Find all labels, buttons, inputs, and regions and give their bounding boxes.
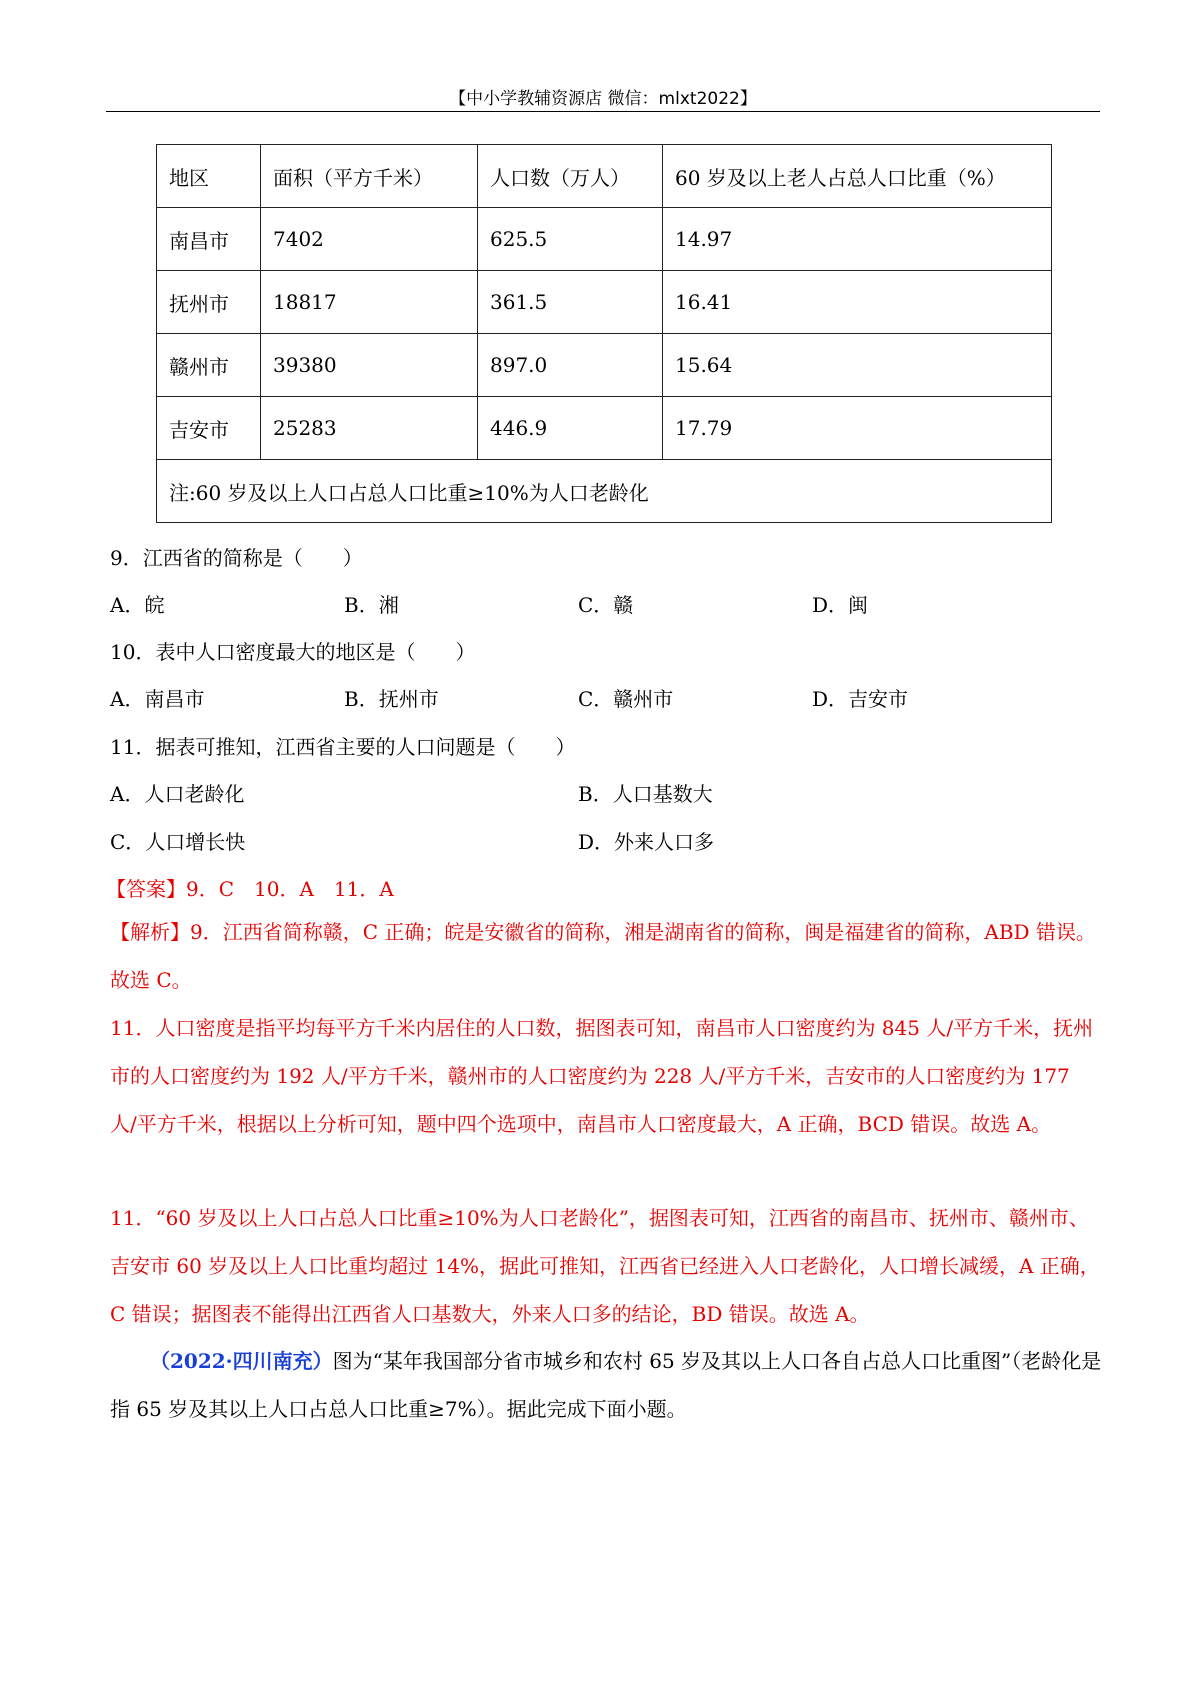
table-cell: 18817 bbox=[261, 271, 478, 334]
table-cell: 25283 bbox=[261, 397, 478, 460]
table-cell: 南昌市 bbox=[157, 208, 261, 271]
q10-option-c: C．赣州市 bbox=[578, 687, 674, 711]
table-cell: 625.5 bbox=[478, 208, 663, 271]
q9-option-a: A．皖 bbox=[110, 593, 165, 617]
table-note-row bbox=[157, 460, 1052, 523]
table-cell: 7402 bbox=[261, 208, 478, 271]
intro-text: 图为“某年我国部分省市城乡和农村 65 岁及其以上人口各自占总人口比重图”（老龄化是指 65 岁及其以上人口占总人口比重≥7%）。据此完成下面小题。 bbox=[110, 1349, 1102, 1421]
table-cell: 15.64 bbox=[663, 334, 1052, 397]
q9-option-b: B．湘 bbox=[344, 593, 399, 617]
analysis-paragraph-10: 11．人口密度是指平均每平方千米内居住的人口数，据图表可知，南昌市人口密度约为 845 人/平方千米，抚州市的人口密度约为 192 人/平方千米，赣州市的人口密度约为 228 人/平方千米，吉安市的人口密度约为 177 人/平方千米，根据以上分析可知，题中四个选项中，南昌市人口密度最大，A 正确，BCD 错误。故选 A。 bbox=[110, 1016, 1094, 1136]
q11-option-c: C．人口增长快 bbox=[110, 830, 246, 854]
table-cell: 赣州市 bbox=[157, 334, 261, 397]
table-cell: 39380 bbox=[261, 334, 478, 397]
table-header-row bbox=[157, 145, 1052, 208]
table-row bbox=[157, 271, 1052, 334]
question-10-stem: 10．表中人口密度最大的地区是（ ） bbox=[110, 640, 476, 664]
next-section-intro bbox=[110, 1337, 1102, 1433]
population-table bbox=[156, 144, 1052, 523]
question-11-stem: 11．据表可推知，江西省主要的人口问题是（ ） bbox=[110, 735, 576, 759]
page-header: 【中小学教辅资源店 微信：mlxt2022】 bbox=[449, 89, 757, 109]
q9-option-d: D．闽 bbox=[812, 593, 869, 617]
question-9-stem: 9．江西省的简称是（ ） bbox=[110, 546, 363, 570]
table-header-cell: 面积（平方千米） bbox=[261, 145, 478, 208]
table-row bbox=[157, 397, 1052, 460]
table-cell: 361.5 bbox=[478, 271, 663, 334]
q11-option-b: B．人口基数大 bbox=[578, 782, 713, 806]
q9-option-c: C．赣 bbox=[578, 593, 634, 617]
table-header-cell: 60 岁及以上老人占总人口比重（%） bbox=[663, 145, 1052, 208]
q11-option-d: D．外来人口多 bbox=[578, 830, 715, 854]
table-row bbox=[157, 208, 1052, 271]
table-cell: 14.97 bbox=[663, 208, 1052, 271]
analysis-paragraph-9: 【解析】9．江西省简称赣，C 正确；皖是安徽省的简称，湘是湖南省的简称，闽是福建省的简称，ABD 错误。故选 C。 bbox=[110, 920, 1096, 992]
table-cell: 抚州市 bbox=[157, 271, 261, 334]
table-cell: 446.9 bbox=[478, 397, 663, 460]
table-cell: 897.0 bbox=[478, 334, 663, 397]
answer-line: 【答案】9．C 10．A 11．A bbox=[106, 877, 394, 901]
source-tag: （2022·四川南充） bbox=[150, 1349, 333, 1373]
table-cell: 17.79 bbox=[663, 397, 1052, 460]
q10-option-a: A．南昌市 bbox=[110, 687, 205, 711]
q10-option-b: B．抚州市 bbox=[344, 687, 439, 711]
analysis-paragraph-11: 11．“60 岁及以上人口占总人口比重≥10%为人口老龄化”，据图表可知，江西省的南昌市、抚州市、赣州市、吉安市 60 岁及以上人口比重均超过 14%，据此可推知，江西省已经进入人口老龄化，人口增长减缓，A 正确，C 错误；据图表不能得出江西省人口基数大，外来人口多的结论，BD 错误。故选 A。 bbox=[110, 1206, 1100, 1326]
q11-option-a: A．人口老龄化 bbox=[110, 782, 245, 806]
header-rule bbox=[106, 111, 1100, 112]
q10-option-d: D．吉安市 bbox=[812, 687, 909, 711]
table-cell: 吉安市 bbox=[157, 397, 261, 460]
table-row bbox=[157, 334, 1052, 397]
table-note: 注:60 岁及以上人口占总人口比重≥10%为人口老龄化 bbox=[157, 460, 1052, 523]
table-header-cell: 人口数（万人） bbox=[478, 145, 663, 208]
table-cell: 16.41 bbox=[663, 271, 1052, 334]
table-header-cell: 地区 bbox=[157, 145, 261, 208]
